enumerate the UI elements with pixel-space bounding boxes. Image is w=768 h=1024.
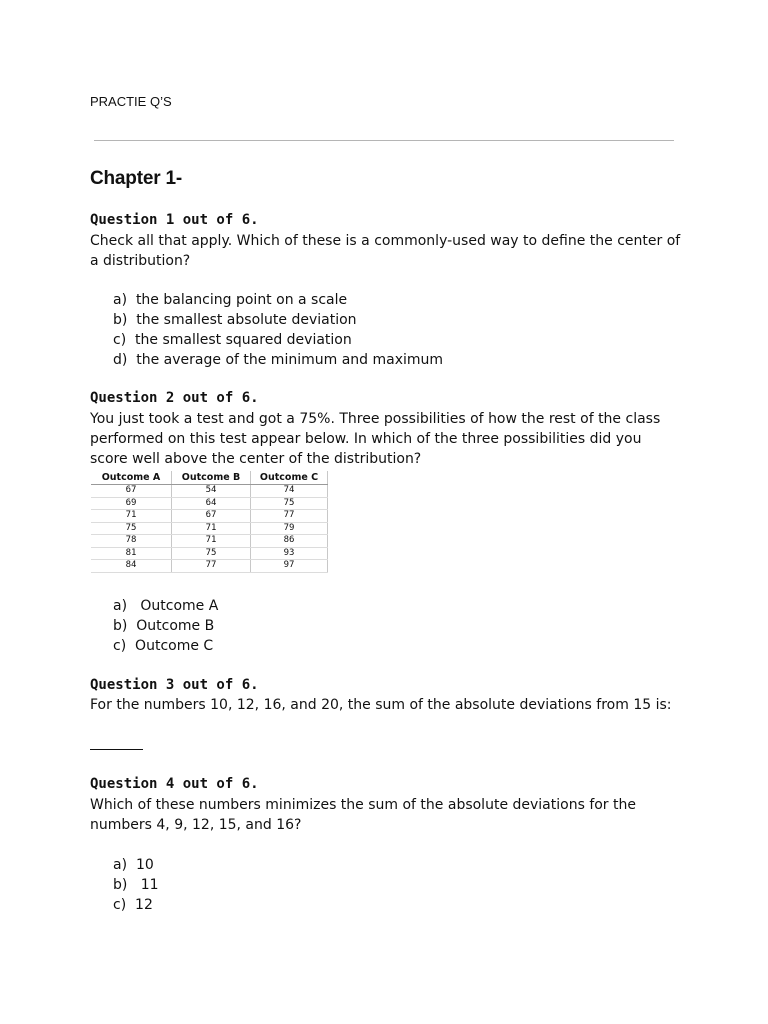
table-cell: 77 [172, 560, 251, 573]
table-cell: 93 [251, 547, 328, 560]
table-row [91, 560, 328, 573]
horizontal-rule [94, 140, 674, 141]
table-row [91, 535, 328, 548]
question-1-title: Question 1 out of 6. [90, 212, 259, 228]
table-cell: 71 [172, 522, 251, 535]
question-2-options [113, 596, 218, 656]
table-row [91, 485, 328, 498]
option-item: b) the smallest absolute deviation [113, 312, 357, 328]
option-item: a) 10 [113, 857, 154, 873]
column-header: Outcome A [91, 471, 172, 485]
question-3-title: Question 3 out of 6. [90, 677, 259, 693]
option-item: d) the average of the minimum and maximum [113, 352, 444, 368]
table-cell: 64 [172, 497, 251, 510]
option-item: b) Outcome B [113, 618, 215, 634]
question-3-text: For the numbers 10, 12, 16, and 20, the sum of the absolute deviations from 15 is: [90, 697, 672, 713]
option-item: c) 12 [113, 897, 153, 913]
option-item: b) 11 [113, 877, 159, 893]
table-cell: 74 [251, 485, 328, 498]
chapter-title: Chapter 1- [90, 168, 182, 189]
question-1-options [113, 290, 443, 370]
table-cell: 67 [91, 485, 172, 498]
answer-blank-line [90, 749, 143, 750]
table-cell: 77 [251, 510, 328, 523]
option-item: c) the smallest squared deviation [113, 332, 352, 348]
table-cell: 71 [172, 535, 251, 548]
table-cell: 67 [172, 510, 251, 523]
column-header: Outcome B [172, 471, 251, 485]
table-header-row [91, 471, 328, 485]
table-cell: 75 [172, 547, 251, 560]
option-item: a) the balancing point on a scale [113, 292, 348, 308]
table-row [91, 497, 328, 510]
table-row [91, 547, 328, 560]
page-header: PRACTIE Q’S [90, 94, 172, 109]
table-cell: 78 [91, 535, 172, 548]
column-header: Outcome C [251, 471, 328, 485]
question-2-title: Question 2 out of 6. [90, 390, 259, 406]
table-cell: 71 [91, 510, 172, 523]
table-cell: 69 [91, 497, 172, 510]
question-4-text: Which of these numbers minimizes the sum of the absolute deviations for the numbers 4, 9, 12, 15, and 16? [90, 797, 636, 833]
table-cell: 79 [251, 522, 328, 535]
option-item: c) Outcome C [113, 638, 214, 654]
table-row [91, 522, 328, 535]
table-cell: 75 [91, 522, 172, 535]
table-cell: 86 [251, 535, 328, 548]
table-cell: 84 [91, 560, 172, 573]
outcomes-table [91, 471, 328, 573]
question-2-text: You just took a test and got a 75%. Three possibilities of how the rest of the class performed on this test appear below. In which of the three possibilities did you score well above the center of the distribution? [90, 411, 661, 467]
table-cell: 75 [251, 497, 328, 510]
table-row [91, 510, 328, 523]
table-cell: 97 [251, 560, 328, 573]
question-4-title: Question 4 out of 6. [90, 776, 259, 792]
table-cell: 81 [91, 547, 172, 560]
option-item: a) Outcome A [113, 598, 219, 614]
question-1-text: Check all that apply. Which of these is a commonly-used way to define the center of a distribution? [90, 233, 681, 269]
question-4-options [113, 855, 159, 915]
table-cell: 54 [172, 485, 251, 498]
